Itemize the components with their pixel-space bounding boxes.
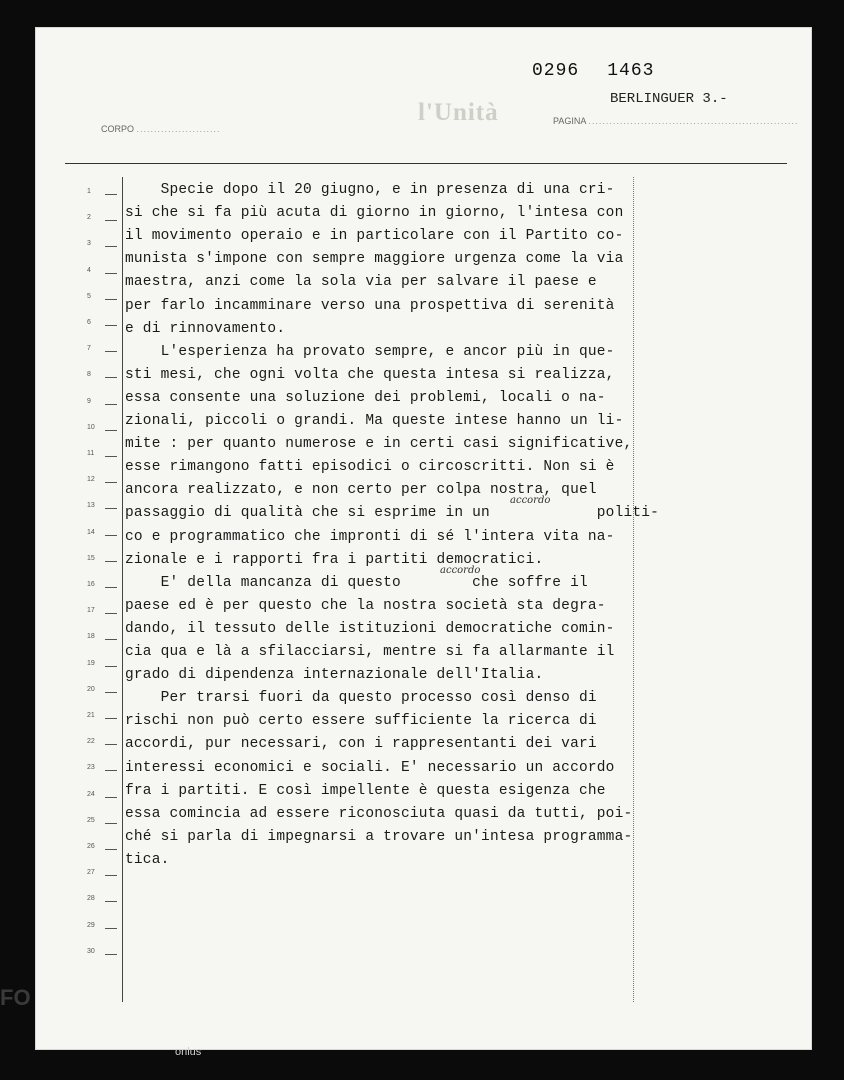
field-corpo	[101, 124, 221, 134]
body-line: Specie dopo il 20 giugno, e in presenza di una cri-	[125, 182, 615, 198]
line-tick	[105, 954, 117, 955]
line-tick	[105, 823, 117, 824]
body-line: E' della mancanza di questo che soffre il	[125, 574, 588, 591]
line-tick	[105, 613, 117, 614]
watermark-caption: onlus	[175, 1046, 202, 1058]
body-line: zionali, piccoli o grandi. Ma queste intese hanno un li-	[125, 413, 624, 429]
line-number: 8	[87, 371, 91, 379]
line-number: 5	[87, 292, 91, 300]
line-tick	[105, 325, 117, 326]
line-tick	[105, 535, 117, 536]
line-tick	[105, 901, 117, 902]
body-line: fra i partiti. E così impellente è questa esigenza che	[125, 782, 606, 799]
line-number: 23	[87, 764, 95, 772]
line-tick	[105, 273, 117, 274]
body-line: maestra, anzi come la sola via per salvare il paese e	[125, 274, 597, 291]
body-line: per farlo incamminare verso una prospettiva di serenità	[125, 297, 615, 314]
line-tick	[105, 377, 117, 378]
line-number: 7	[87, 345, 91, 353]
document-number-primary: 0296	[532, 61, 580, 81]
body-line: mite : per quanto numerose e in certi casi significative,	[125, 436, 633, 453]
line-tick	[105, 849, 117, 850]
line-tick	[105, 928, 117, 929]
body-line: dando, il tessuto delle istituzioni democratiche comin-	[125, 620, 615, 637]
line-tick	[105, 246, 117, 247]
field-pagina-dots: ............................................................	[588, 116, 799, 126]
newspaper-logo: l'Unità	[418, 99, 499, 126]
line-tick	[105, 718, 117, 719]
header-title: BERLINGUER 3.-	[610, 91, 728, 107]
body-line: L'esperienza ha provato sempre, e ancor più in que-	[125, 343, 615, 360]
line-number: 24	[87, 790, 95, 798]
line-number: 27	[87, 869, 95, 877]
body-line: zionale e i rapporti fra i partiti democratici.	[125, 551, 544, 568]
line-number: 18	[87, 633, 95, 641]
line-number: 20	[87, 685, 95, 693]
right-margin-line	[633, 177, 634, 1002]
body-line: ancora realizzato, e non certo per colpa nostra, quel	[125, 482, 597, 499]
line-number: 28	[87, 895, 95, 903]
line-number: 11	[87, 450, 95, 457]
body-line: paese ed è per questo che la nostra società sta degra-	[125, 597, 606, 614]
line-number: 13	[87, 502, 95, 510]
line-number: 30	[87, 947, 95, 955]
line-tick	[105, 220, 117, 221]
line-tick	[105, 351, 117, 352]
body-line: tica.	[125, 851, 170, 868]
body-line: co e programmatico che impronti di sé l'intera vita na-	[125, 528, 615, 545]
line-number: 29	[87, 921, 95, 929]
line-number: 4	[87, 266, 91, 274]
line-number: 10	[87, 423, 95, 431]
line-tick	[105, 770, 117, 771]
line-tick	[105, 587, 117, 588]
body-line: passaggio di qualità che si esprime in un politi-	[125, 505, 660, 522]
line-tick	[105, 561, 117, 562]
line-tick	[105, 404, 117, 405]
body-line: grado di dipendenza internazionale dell'Italia.	[125, 667, 544, 684]
left-margin-line	[122, 177, 123, 1002]
line-number: 21	[87, 712, 95, 719]
line-number: 6	[87, 319, 91, 326]
line-tick	[105, 875, 117, 876]
handwritten-annotation-accordo-2: accordo	[440, 565, 481, 576]
body-line: interessi economici e sociali. E' necessario un accordo	[125, 759, 615, 776]
line-tick	[105, 692, 117, 693]
line-number: 17	[87, 607, 95, 615]
body-line: accordi, pur necessari, con i rappresentanti dei vari	[125, 736, 597, 753]
body-line: essa comincia ad essere riconosciuta quasi da tutti, poi-	[125, 805, 633, 822]
document-number-secondary: 1463	[607, 61, 655, 81]
body-line: si che si fa più acuta di giorno in giorno, l'intesa con	[125, 205, 624, 222]
body-line: essa consente una soluzione dei problemi, locali o na-	[125, 389, 606, 406]
document-number	[532, 61, 682, 81]
field-corpo-label: CORPO	[101, 124, 135, 134]
line-number: 9	[87, 397, 91, 405]
line-tick	[105, 456, 117, 457]
line-tick	[105, 482, 117, 483]
line-number: 19	[87, 659, 95, 667]
line-tick	[105, 797, 117, 798]
line-number: 3	[87, 240, 91, 248]
body-line: cia qua e là a sfilacciarsi, mentre si fa allarmante il	[125, 644, 615, 660]
body-line: ché si parla di impegnarsi a trovare un'intesa programma-	[125, 828, 633, 845]
line-tick	[105, 744, 117, 745]
line-number: 2	[87, 214, 91, 222]
line-tick	[105, 430, 117, 431]
field-pagina	[553, 116, 798, 126]
body-line: esse rimangono fatti episodici o circoscritti. Non si è	[125, 459, 615, 476]
field-corpo-dots: ........................	[136, 124, 221, 134]
body-line: Per trarsi fuori da questo processo così denso di	[125, 690, 597, 707]
line-number: 14	[87, 528, 95, 536]
line-number: 15	[87, 554, 95, 562]
watermark-logo: FO	[0, 985, 31, 1010]
body-line: rischi non può certo essere sufficiente la ricerca di	[125, 713, 597, 730]
line-number: 25	[87, 816, 95, 824]
field-pagina-label: PAGINA	[553, 116, 586, 126]
line-number: 22	[87, 738, 95, 746]
body-line: munista s'impone con sempre maggiore urgenza come la via	[125, 251, 624, 268]
line-number: 1	[87, 188, 91, 195]
body-line: il movimento operaio e in particolare con il Partito co-	[125, 228, 624, 245]
header-rule	[65, 163, 787, 164]
line-number: 16	[87, 581, 95, 588]
body-line: e di rinnovamento.	[125, 320, 286, 337]
line-tick	[105, 666, 117, 667]
line-number: 26	[87, 843, 95, 850]
line-tick	[105, 639, 117, 640]
document-sheet	[35, 27, 812, 1050]
body-line: sti mesi, che ogni volta che questa intesa si realizza,	[125, 366, 615, 383]
line-tick	[105, 299, 117, 300]
line-tick	[105, 508, 117, 509]
handwritten-annotation-accordo-1: accordo	[510, 495, 551, 506]
line-number: 12	[87, 476, 95, 484]
line-tick	[105, 194, 117, 195]
